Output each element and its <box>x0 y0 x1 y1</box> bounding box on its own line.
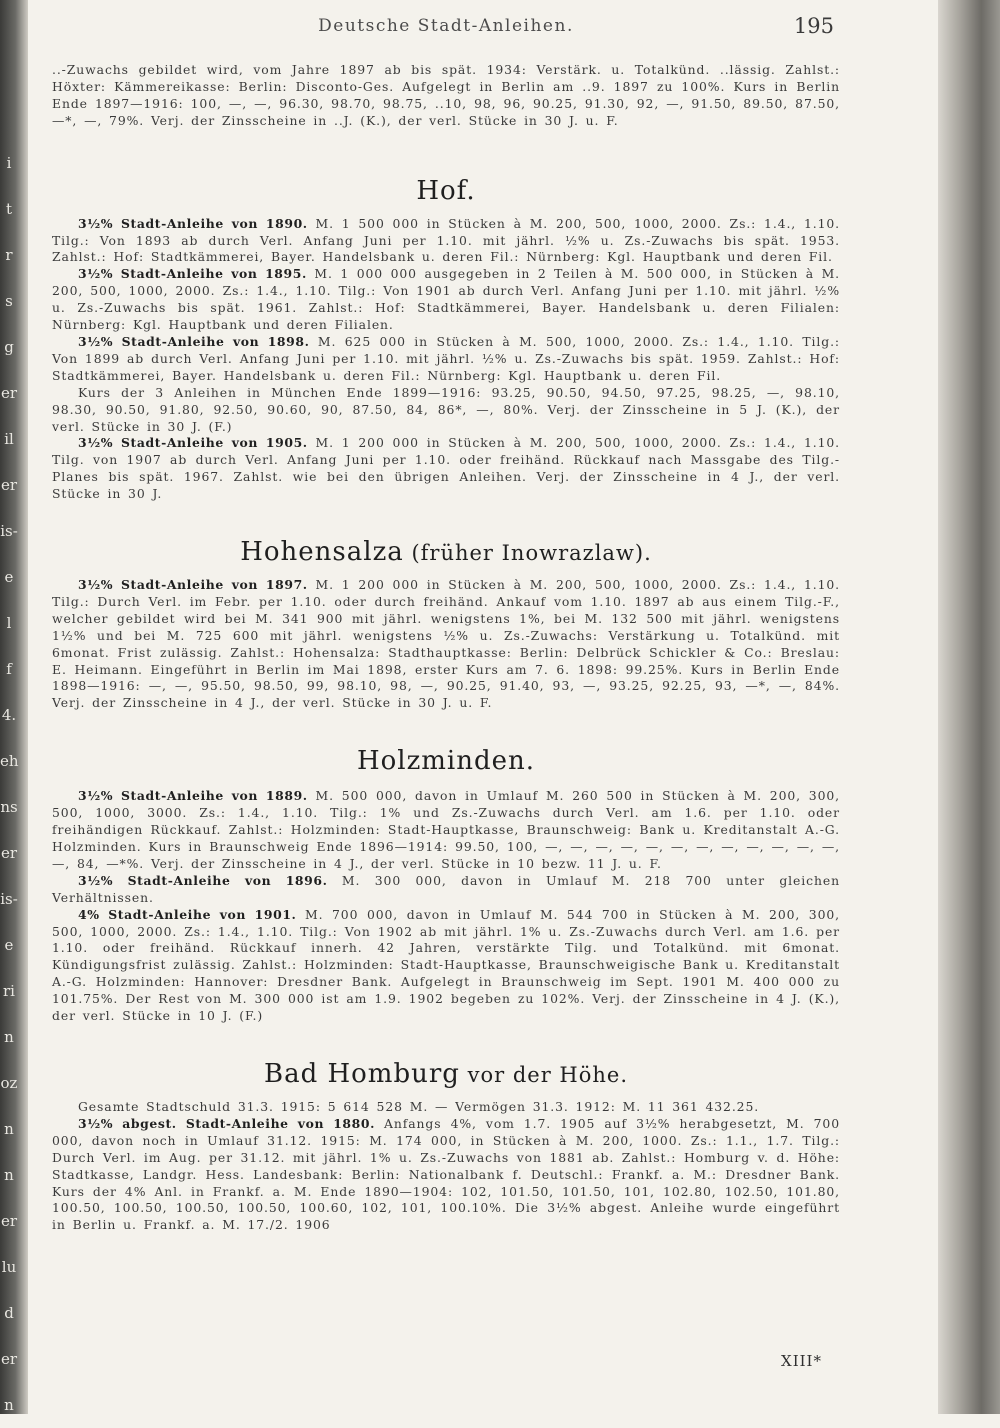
entry-paragraph <box>52 216 840 267</box>
entry-lead: 3½% Stadt-Anleihe von 1905. <box>78 435 308 451</box>
section-heading-hof: Hof. <box>416 175 476 206</box>
margin-fragment: is- <box>0 890 18 908</box>
section-heading-hohensalza <box>52 537 840 567</box>
entry-paragraph <box>52 385 840 436</box>
margin-fragment: oz <box>0 1074 18 1092</box>
running-title: Deutsche Stadt-Anleihen. <box>318 16 574 36</box>
entry-paragraph <box>52 577 840 712</box>
margin-fragments <box>0 140 18 1428</box>
margin-fragment: t <box>5 200 13 218</box>
section-heading-bad-homburg <box>52 1059 840 1089</box>
entry-lead: 3½% Stadt-Anleihe von 1898. <box>78 333 310 349</box>
margin-fragment: er <box>0 844 18 862</box>
entry-lead: 3½% Stadt-Anleihe von 1889. <box>78 788 308 804</box>
entry-text: M. 300 000, davon in Umlauf M. 218 700 unter gleichen Verhältnissen. <box>52 872 840 905</box>
margin-fragment: ri <box>3 982 15 1000</box>
document-page <box>52 0 840 1414</box>
page-content <box>52 62 840 1234</box>
margin-fragment: l <box>6 614 12 632</box>
margin-fragment: n <box>4 1028 14 1046</box>
page-number: 195 <box>793 14 834 38</box>
entry-text: Gesamte Stadtschuld 31.3. 1915: 5 614 528 M. — Vermögen 31.3. 1912: M. 11 361 432.25. <box>78 1098 760 1114</box>
entry-paragraph <box>52 435 840 503</box>
margin-fragment: n <box>4 1120 14 1138</box>
entry-lead: 4% Stadt-Anleihe von 1901. <box>78 906 297 922</box>
margin-fragment: s <box>5 292 13 310</box>
margin-fragment: n <box>4 1396 14 1414</box>
entry-lead: 3½% Stadt-Anleihe von 1897. <box>78 577 308 593</box>
intro-paragraph: ..-Zuwachs gebildet wird, vom Jahre 1897 ab bis spät. 1934: Verstärk. u. Totalkünd. ..lässig. Zahlst.: Höxter: Kämmereikasse: Berlin: Disconto-Ges. Aufgelegt in Berlin am ..9. 1897 zu 100%. Kurs in Berlin Ende 1897—1916: 100, —, —, 96.30, 98.70, 98.75, ..10, 98, 96, 90.25, 91.30, 92, —, 91.50, 89.50, 87.50, —*, —, 79%. Verj. der Zinsscheine in ..J. (K.), der verl. Stücke in 30 J. u. F. <box>52 62 840 128</box>
margin-fragment: lu <box>1 1258 17 1276</box>
city-name: Bad Homburg <box>263 1058 460 1089</box>
entry-paragraph <box>52 788 840 873</box>
entry-paragraph <box>52 873 840 907</box>
margin-fragment: il <box>4 430 14 448</box>
margin-fragment: e <box>4 936 14 954</box>
entry-text: M. 500 000, davon in Umlauf M. 260 500 in Stücken à M. 200, 300, 500, 1000, 3000. Zs.: 1.4., 1.10. Tilg.: 1% und Zs.-Zuwachs durch Verl. am 1.6. per 1.10. oder freihändigen Rückkauf. Zahlst.: Holzminden: Stadt-Hauptkasse, Braunschweig: Bank u. Kreditanstalt A.-G. Holzminden. Kurs in Braunschweig Ende 1896—1914: 99.50, 100, —, —, —, —, —, —, —, —, —, —, —, —, —, 84, —*%. Verj. der Zinsscheine in 4 J., der verl. Stücke in 10 bezw. 11 J. u. F. <box>52 788 840 871</box>
entry-text: M. 700 000, davon in Umlauf M. 544 700 in Stücken à M. 200, 300, 500, 1000, 2000. Zs.: 1.4., 1.10. Tilg.: Von 1902 ab mit jährl. 1% u. Zs.-Zuwachs durch Verl. am 1.6. per 1.10. oder freihänd. Rückkauf innerh. 42 Jahren, verstärkte Tilg. und Totalkünd. mit 6monat. Kündigungsfrist zulässig. Zahlst.: Holzminden: Stadt-Hauptkasse, Braunschweigische Bank u. Kreditanstalt A.-G. Holzminden: Hannover: Dresdner Bank. Aufgelegt in Braunschweig im Sept. 1901 M. 400 000 zu 101.75%. Der Rest von M. 300 000 ist am 1.9. 1902 begeben zu 102%. Verj. der Zinsscheine in 4 J. (K.), der verl. Stücke in 10 J. (F.) <box>52 906 840 1024</box>
entry-paragraph <box>52 907 840 1025</box>
entry-paragraph <box>52 266 840 334</box>
margin-fragment: f <box>6 660 12 678</box>
margin-fragment: is- <box>0 522 18 540</box>
section-heading-holzminden: Holzminden. <box>356 746 536 777</box>
entry-text: M. 1 500 000 in Stücken à M. 200, 500, 1000, 2000. Zs.: 1.4., 1.10. Tilg.: Von 1893 ab durch Verl. Anfang Juni per 1.10. mit jährl. ½% u. Zs.-Zuwachs bis spät. 1953. Zahlst.: Hof: Stadtkämmerei, Bayer. Handelsbank u. deren Fil.: Nürnberg: Kgl. Hauptbank und deren Fil. <box>52 215 840 265</box>
running-head <box>52 16 840 46</box>
margin-fragment: n <box>4 1166 14 1184</box>
margin-fragment: i <box>6 154 12 172</box>
margin-fragment: d <box>4 1304 14 1322</box>
entry-text: Kurs der 3 Anleihen in München Ende 1899—1916: 93.25, 90.50, 94.50, 97.25, 98.25, —, 98.10, 98.30, 90.50, 91.80, 92.50, 90.60, 90, 87.50, 84, 86*, —, 80%. Verj. der Zinsscheine in 5 J. (K.), der verl. Stücke in 30 J. (F.) <box>52 384 840 434</box>
entry-lead: 3½% Stadt-Anleihe von 1895. <box>78 266 307 282</box>
entry-lead: 3½% Stadt-Anleihe von 1896. <box>78 872 328 888</box>
margin-fragment: r <box>5 246 13 264</box>
entry-text: M. 1 200 000 in Stücken à M. 200, 500, 1000, 2000. Zs.: 1.4., 1.10. Tilg.: Durch Verl. im Febr. per 1.10. oder durch freihänd. Ankauf vom 1.10. 1897 ab aus einem Tilg.-F., welcher gebildet wird bei M. 341 900 mit jährl. wenigstens 1%, bei M. 132 500 mit jährl. wenigstens 1½% und bei M. 725 600 mit jährl. wenigstens ½% u. Zs.-Zuwachs: Verstärkung u. Totalkünd. mit 6monat. Frist zulässig. Zahlst.: Hohensalza: Stadthauptkasse: Berlin: Delbrück Schickler & Co.: Breslau: E. Heimann. Eingeführt in Berlin im Mai 1898, erster Kurs am 7. 6. 1898: 99.25%. Kurs in Berlin Ende 1898—1916: —, —, 95.50, 98.50, 99, 98.10, 98, —, 90.25, 91.40, 93, —, 93.25, 92.25, 93, —*, —, 84%. Verj. der Zinsscheine in 4 J., der verl. Stücke in 30 J. u. F. <box>52 577 840 711</box>
city-suffix: vor der Höhe. <box>459 1062 629 1087</box>
entry-text: M. 1 000 000 ausgegeben in 2 Teilen à M. 500 000, in Stücken à M. 200, 500, 1000, 2000. Zs.: 1.4., 1.10. Tilg.: Von 1901 ab durch Verl. Anfang Juni per 1.10. mit jährl. ½% u. Zs.-Zuwachs bis spät. 1961. Zahlst.: Hof: Stadtkämmerei, Bayer. Handelsbank u. deren Filialen: Nürnberg: Kgl. Hauptbank und deren Filialen. <box>52 266 840 333</box>
entry-text: M. 1 200 000 in Stücken à M. 200, 500, 1000, 2000. Zs.: 1.4., 1.10. Tilg. von 1907 ab durch Verl. Anfang Juni per 1.10. oder freihänd. Rückkauf nach Massgabe des Tilg.-Planes bis spät. 1967. Zahlst. wie bei den übrigen Anleihen. Verj. der Zinsscheine in 4 J., der verl. Stücke in 30 J. <box>52 435 840 502</box>
city-name: Hohensalza <box>240 537 404 568</box>
margin-fragment: e <box>4 568 14 586</box>
entry-lead: 3½% Stadt-Anleihe von 1890. <box>78 215 308 231</box>
scan-right-edge <box>938 0 1000 1414</box>
entry-paragraph <box>52 1116 840 1234</box>
margin-fragment: er <box>0 384 18 402</box>
margin-fragment: 4. <box>1 706 17 724</box>
city-suffix: (früher Inowrazlaw). <box>403 541 652 566</box>
entry-paragraph <box>52 334 840 385</box>
entry-lead: 3½% abgest. Stadt-Anleihe von 1880. <box>78 1115 375 1131</box>
entry-text: M. 625 000 in Stücken à M. 500, 1000, 2000. Zs.: 1.4., 1.10. Tilg.: Von 1899 ab durch Verl. Anfang Juni per 1.10. mit jährl. ½% u. Zs.-Zuwachs bis spät. 1959. Zahlst.: Hof: Stadtkämmerei, Bayer. Handelsbank u. deren Fil.: Nürnberg: Kgl. Hauptbank u. deren Fil. <box>52 333 840 383</box>
margin-fragment: er <box>0 1212 18 1230</box>
margin-fragment: eh <box>0 752 19 770</box>
margin-fragment: er <box>0 476 18 494</box>
entry-paragraph <box>52 1099 840 1116</box>
margin-fragment: er <box>0 1350 18 1368</box>
entry-text: Anfangs 4%, vom 1.7. 1905 auf 3½% herabgesetzt, M. 700 000, davon noch in Umlauf 31.12. 1915: M. 174 000, in Stücken à M. 200, 1000. Zs.: 1.1., 1.7. Tilg.: Durch Verl. im Aug. per 31.12. mit jährl. 1% u. Zs.-Zuwachs von 1881 ab. Zahlst.: Homburg v. d. Höhe: Stadtkasse, Landgr. Hess. Landesbank: Berlin: Nationalbank f. Deutschl.: Frankf. a. M.: Dresdner Bank. Kurs der 4% Anl. in Frankf. a. M. Ende 1890—1904: 102, 101.50, 101.50, 101, 102.80, 102.50, 101.80, 100.50, 100.50, 100.50, 100.50, 100.60, 102, 101, 100.10%. Die 3½% abgest. Anleihe wurde eingeführt in Berlin u. Frankf. a. M. 17./2. 1906 <box>52 1115 841 1233</box>
margin-fragment: g <box>4 338 14 356</box>
sheet-signature: XIII* <box>781 1352 822 1370</box>
margin-fragment: ns <box>0 798 18 816</box>
